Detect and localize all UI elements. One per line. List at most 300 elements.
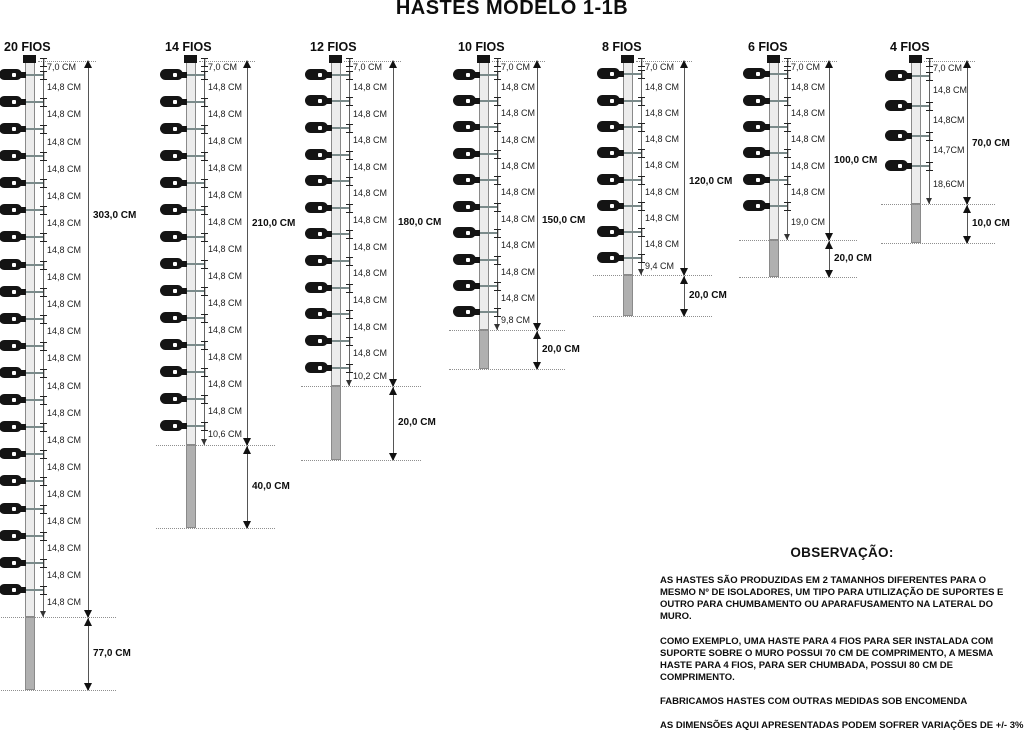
spacing-label: 14,8 CM [353, 295, 388, 306]
insulator-neck [20, 72, 26, 78]
insulator-dot [318, 259, 322, 263]
insulator-icon [160, 231, 183, 242]
insulator-dot [173, 343, 177, 347]
insulator-dot [318, 366, 322, 370]
spacing-tick [926, 132, 933, 141]
spacing-label: 14,8 CM [645, 239, 680, 250]
ground-line [156, 445, 275, 446]
insulator-dot [173, 154, 177, 158]
insulator-dot [756, 72, 760, 76]
insulator-neck [181, 99, 187, 105]
insulator-dot [173, 235, 177, 239]
ground-line [0, 617, 116, 618]
insulator-icon [743, 174, 766, 185]
insulator-icon [597, 68, 620, 79]
insulator-neck [20, 533, 26, 539]
spacing-label: 7,0 CM [645, 62, 675, 73]
insulator-icon [0, 69, 22, 80]
spacing-tick [784, 149, 791, 158]
rod-top-cap [621, 55, 634, 63]
insulator-dot [756, 125, 760, 129]
column-title: 8 FIOS [602, 40, 642, 54]
insulator-icon [0, 503, 22, 514]
spacing-label: 7,0 CM [791, 62, 821, 73]
insulator-dot [12, 208, 16, 212]
insulator-icon [160, 96, 183, 107]
insulator-dot [12, 425, 16, 429]
spacing-label: 14,8 CM [645, 81, 680, 92]
insulator-neck [181, 288, 187, 294]
insulator-dot [12, 588, 16, 592]
spacing-tick [784, 176, 791, 185]
spacing-tick [346, 204, 353, 213]
spacing-label: 9,8 CM [501, 315, 531, 326]
insulator-neck [181, 72, 187, 78]
insulator-icon [743, 147, 766, 158]
insulator-icon [160, 285, 183, 296]
spacing-label: 14,8 CM [501, 240, 536, 251]
insulator-dot [12, 235, 16, 239]
insulator-dot [466, 152, 470, 156]
insulator-neck [618, 98, 624, 104]
rod-below-ground [479, 330, 489, 369]
spacing-label: 14,8 CM [353, 81, 388, 92]
insulator-neck [181, 396, 187, 402]
insulator-icon [453, 148, 476, 159]
insulator-dot [610, 256, 614, 260]
spacing-label: 14,8 CM [501, 108, 536, 119]
page-title: HASTES MODELO 1-1B [395, 0, 629, 19]
insulator-neck [20, 451, 26, 457]
total-dimension-line [684, 62, 685, 275]
spacing-tick [494, 282, 501, 291]
total-arrow-top [963, 60, 971, 68]
rod-below-ground [623, 275, 633, 316]
total-arrow-top [84, 60, 92, 68]
insulator-icon [305, 149, 328, 160]
spacing-label: 14,8 CM [501, 266, 536, 277]
insulator-dot [12, 263, 16, 267]
spacing-tick [638, 70, 645, 79]
insulator-icon [0, 394, 22, 405]
spacing-tick [40, 396, 47, 405]
spacing-tick [40, 179, 47, 188]
observation-heading: OBSERVAÇÃO: [790, 545, 894, 560]
insulator-neck [326, 365, 332, 371]
insulator-neck [474, 151, 480, 157]
underground-length-label: 40,0 CM [252, 480, 290, 492]
insulator-icon [885, 130, 908, 141]
spacing-tick [201, 233, 208, 242]
column-title: 20 FIOS [4, 40, 51, 54]
total-length-label: 150,0 CM [542, 215, 586, 226]
insulator-dot [898, 134, 902, 138]
insulator-neck [181, 423, 187, 429]
spacing-tick [40, 58, 47, 67]
spacing-dimension-line [204, 61, 205, 445]
insulator-dot [318, 179, 322, 183]
insulator-icon [597, 95, 620, 106]
underground-arrow-top [533, 331, 541, 339]
spacing-tick [346, 71, 353, 80]
insulator-neck [20, 478, 26, 484]
insulator-icon [885, 160, 908, 171]
spacing-tick [494, 150, 501, 159]
insulator-neck [906, 73, 912, 79]
insulator-dot [173, 316, 177, 320]
spacing-label: 14,8 CM [47, 516, 82, 527]
insulator-dot [12, 73, 16, 77]
spacing-tick [40, 288, 47, 297]
insulator-neck [20, 289, 26, 295]
insulator-icon [0, 367, 22, 378]
spacing-tick [926, 72, 933, 81]
insulator-icon [160, 258, 183, 269]
spacing-tick [346, 337, 353, 346]
spacing-tick [40, 450, 47, 459]
spacing-tick [346, 151, 353, 160]
insulator-neck [764, 98, 770, 104]
insulator-neck [326, 98, 332, 104]
spacing-label: 14,8 CM [353, 321, 388, 332]
insulator-dot [610, 99, 614, 103]
spacing-label: 14,8 CM [208, 217, 243, 228]
spacing-label: 9,4 CM [645, 260, 675, 271]
insulator-icon [453, 201, 476, 212]
insulator-dot [466, 178, 470, 182]
total-arrow-top [680, 60, 688, 68]
spacing-tick [346, 310, 353, 319]
spacing-tick [201, 125, 208, 134]
insulator-icon [743, 68, 766, 79]
insulator-icon [0, 557, 22, 568]
total-length-label: 210,0 CM [252, 218, 296, 229]
spacing-label: 14,8 CM [645, 186, 680, 197]
spacing-tick [638, 149, 645, 158]
insulator-icon [160, 204, 183, 215]
spacing-label: 14,8 CM [208, 325, 243, 336]
spacing-dimension-line [641, 61, 642, 275]
insulator-neck [181, 180, 187, 186]
insulator-neck [474, 230, 480, 236]
insulator-dot [12, 507, 16, 511]
burial-bottom-line [739, 277, 857, 278]
spacing-tick [201, 368, 208, 377]
spacing-tick [638, 176, 645, 185]
total-arrow-top [389, 60, 397, 68]
spacing-label: 7,0 CM [47, 62, 77, 73]
insulator-icon [0, 340, 22, 351]
spacing-tick [346, 364, 353, 373]
spacing-label: 14,8 CM [47, 299, 82, 310]
spacing-tick [638, 97, 645, 106]
underground-arrow-top [84, 618, 92, 626]
insulator-dot [173, 397, 177, 401]
spacing-tick [201, 152, 208, 161]
spacing-tick [201, 179, 208, 188]
spacing-label: 18,6CM [933, 179, 965, 190]
spacing-tick [40, 315, 47, 324]
spacing-tick [40, 559, 47, 568]
insulator-neck [20, 587, 26, 593]
spacing-tick [494, 58, 501, 67]
spacing-tick [201, 58, 208, 67]
insulator-icon [160, 123, 183, 134]
insulator-neck [326, 311, 332, 317]
total-dimension-line [247, 62, 248, 445]
insulator-neck [181, 369, 187, 375]
spacing-label: 10,6 CM [208, 429, 243, 440]
insulator-neck [618, 124, 624, 130]
insulator-neck [474, 98, 480, 104]
insulator-icon [453, 280, 476, 291]
spacing-tick [40, 477, 47, 486]
rod-top-cap [909, 55, 922, 63]
insulator-dot [12, 154, 16, 158]
insulator-dot [173, 100, 177, 104]
spacing-label: 14,8 CM [791, 160, 826, 171]
spacing-label: 14,8 CM [208, 271, 243, 282]
insulator-neck [181, 315, 187, 321]
spacing-label: 14,8 CM [47, 326, 82, 337]
insulator-dot [610, 178, 614, 182]
spacing-label: 14,8 CM [47, 136, 82, 147]
total-arrow-top [825, 60, 833, 68]
insulator-neck [20, 343, 26, 349]
spacing-label: 14,8 CM [47, 570, 82, 581]
insulator-dot [898, 164, 902, 168]
spacing-tick [638, 202, 645, 211]
spacing-tick [784, 70, 791, 79]
insulator-neck [181, 342, 187, 348]
spacing-label: 14,8 CM [353, 241, 388, 252]
insulator-neck [906, 133, 912, 139]
insulator-icon [597, 174, 620, 185]
insulator-icon [453, 174, 476, 185]
insulator-dot [12, 290, 16, 294]
spacing-tick [638, 228, 645, 237]
insulator-icon [305, 308, 328, 319]
spacing-tick [494, 203, 501, 212]
insulator-icon [0, 231, 22, 242]
insulator-neck [181, 261, 187, 267]
insulator-dot [318, 286, 322, 290]
insulator-neck [618, 71, 624, 77]
spacing-label: 14,8 CM [208, 298, 243, 309]
insulator-dot [12, 534, 16, 538]
total-dimension-line [88, 62, 89, 617]
spacing-tick [346, 257, 353, 266]
insulator-neck [764, 203, 770, 209]
insulator-icon [0, 475, 22, 486]
spacing-label: 14,8 CM [501, 293, 536, 304]
rod-above-ground [331, 62, 341, 386]
column-title: 10 FIOS [458, 40, 505, 54]
insulator-icon [453, 95, 476, 106]
insulator-neck [20, 126, 26, 132]
insulator-neck [20, 153, 26, 159]
insulator-neck [474, 177, 480, 183]
spacing-tick [40, 125, 47, 134]
insulator-dot [173, 289, 177, 293]
insulator-icon [453, 69, 476, 80]
spacing-tick [926, 58, 933, 67]
spacing-label: 14,8 CM [47, 353, 82, 364]
spacing-label: 14,8 CM [208, 109, 243, 120]
insulator-dot [898, 104, 902, 108]
burial-bottom-line [593, 316, 712, 317]
insulator-dot [466, 73, 470, 77]
insulator-icon [0, 123, 22, 134]
total-dimension-line [537, 62, 538, 330]
insulator-neck [326, 178, 332, 184]
insulator-neck [181, 207, 187, 213]
underground-arrow-top [680, 276, 688, 284]
spacing-tick [201, 260, 208, 269]
underground-length-label: 20,0 CM [398, 417, 436, 428]
underground-length-label: 10,0 CM [972, 217, 1010, 229]
insulator-dot [466, 284, 470, 288]
spacing-tick [638, 254, 645, 263]
spacing-label: 14,8 CM [208, 136, 243, 147]
spacing-label: 14,8 CM [645, 212, 680, 223]
insulator-dot [12, 317, 16, 321]
insulator-neck [326, 152, 332, 158]
insulator-dot [318, 153, 322, 157]
total-length-label: 100,0 CM [834, 155, 878, 166]
column-title: 12 FIOS [310, 40, 357, 54]
spacing-label: 7,0 CM [933, 63, 963, 74]
underground-arrow-top [243, 446, 251, 454]
burial-bottom-line [0, 690, 116, 691]
insulator-dot [12, 344, 16, 348]
spacing-tick [346, 58, 353, 67]
rod-top-cap [477, 55, 490, 63]
spacing-tick [40, 586, 47, 595]
underground-length-label: 20,0 CM [689, 289, 727, 301]
observation-block [660, 545, 1024, 745]
insulator-icon [597, 200, 620, 211]
spacing-tick [201, 341, 208, 350]
insulator-neck [474, 204, 480, 210]
insulator-icon [743, 121, 766, 132]
spacing-label: 14,8 CM [353, 108, 388, 119]
spacing-label: 14,8 CM [933, 85, 968, 96]
insulator-icon [305, 175, 328, 186]
insulator-icon [0, 448, 22, 459]
insulator-dot [12, 452, 16, 456]
insulator-icon [305, 335, 328, 346]
insulator-dot [610, 151, 614, 155]
insulator-dot [318, 232, 322, 236]
ground-line [593, 275, 712, 276]
insulator-dot [756, 204, 760, 208]
spacing-label: 14,8 CM [47, 163, 82, 174]
insulator-icon [305, 255, 328, 266]
insulator-neck [326, 338, 332, 344]
observation-paragraph: AS HASTES SÃO PRODUZIDAS EM 2 TAMANHOS DIFERENTES PARA O MESMO Nº DE ISOLADORES, UM TIPO PARA UTILIZAÇÃO DE SUPORTES E OUTRO PARA CHUMBAMENTO OU APARAFUSAMENTO NA LATERAL DO MURO. [660, 575, 1004, 623]
insulator-icon [885, 70, 908, 81]
spacing-label: 14,8 CM [47, 190, 82, 201]
insulator-icon [305, 69, 328, 80]
insulator-icon [305, 362, 328, 373]
spacing-label: 14,8 CM [501, 213, 536, 224]
spacing-tick [40, 98, 47, 107]
spacing-label: 14,8 CM [501, 161, 536, 172]
underground-arrow-top [825, 241, 833, 249]
insulator-icon [0, 150, 22, 161]
spacing-label: 14,8 CM [645, 134, 680, 145]
insulator-dot [318, 73, 322, 77]
insulator-dot [466, 231, 470, 235]
spacing-tick [494, 308, 501, 317]
insulator-neck [20, 99, 26, 105]
insulator-neck [20, 560, 26, 566]
spacing-tick [638, 123, 645, 132]
spacing-tick [926, 162, 933, 171]
insulator-dot [466, 205, 470, 209]
rod-top-cap [329, 55, 342, 63]
insulator-icon [0, 421, 22, 432]
insulator-neck [20, 262, 26, 268]
spacing-tick [40, 369, 47, 378]
spacing-tick [40, 261, 47, 270]
spacing-tick [494, 256, 501, 265]
insulator-neck [20, 370, 26, 376]
insulator-dot [318, 126, 322, 130]
insulator-neck [474, 309, 480, 315]
spacing-label: 7,0 CM [208, 62, 238, 73]
spacing-tick [346, 97, 353, 106]
column-title: 14 FIOS [165, 40, 212, 54]
insulator-neck [618, 150, 624, 156]
spacing-tick [201, 98, 208, 107]
insulator-neck [474, 283, 480, 289]
spacing-tick [201, 422, 208, 431]
insulator-icon [160, 312, 183, 323]
spacing-label: 14,8 CM [353, 161, 388, 172]
insulator-icon [305, 228, 328, 239]
spacing-label: 14,8 CM [47, 543, 82, 554]
underground-length-label: 77,0 CM [93, 647, 131, 659]
spacing-tick [784, 123, 791, 132]
underground-length-label: 20,0 CM [834, 252, 872, 264]
insulator-dot [610, 72, 614, 76]
underground-arrow-top [963, 205, 971, 213]
spacing-label: 14,8 CM [501, 81, 536, 92]
insulator-icon [597, 121, 620, 132]
insulator-icon [453, 254, 476, 265]
spacing-label: 7,0 CM [353, 62, 383, 73]
underground-arrow-top [389, 387, 397, 395]
insulator-icon [160, 366, 183, 377]
insulator-dot [12, 371, 16, 375]
insulator-dot [173, 262, 177, 266]
insulator-icon [0, 204, 22, 215]
total-length-label: 120,0 CM [689, 176, 733, 187]
spacing-tick [784, 97, 791, 106]
rod-above-ground [911, 62, 921, 204]
total-dimension-line [393, 62, 394, 386]
total-length-label: 180,0 CM [398, 217, 442, 228]
spacing-tick [40, 71, 47, 80]
spacing-tick [40, 505, 47, 514]
insulator-icon [0, 96, 22, 107]
spacing-label: 14,8 CM [353, 268, 388, 279]
rod-below-ground [769, 240, 779, 277]
rod-top-cap [767, 55, 780, 63]
insulator-dot [12, 100, 16, 104]
